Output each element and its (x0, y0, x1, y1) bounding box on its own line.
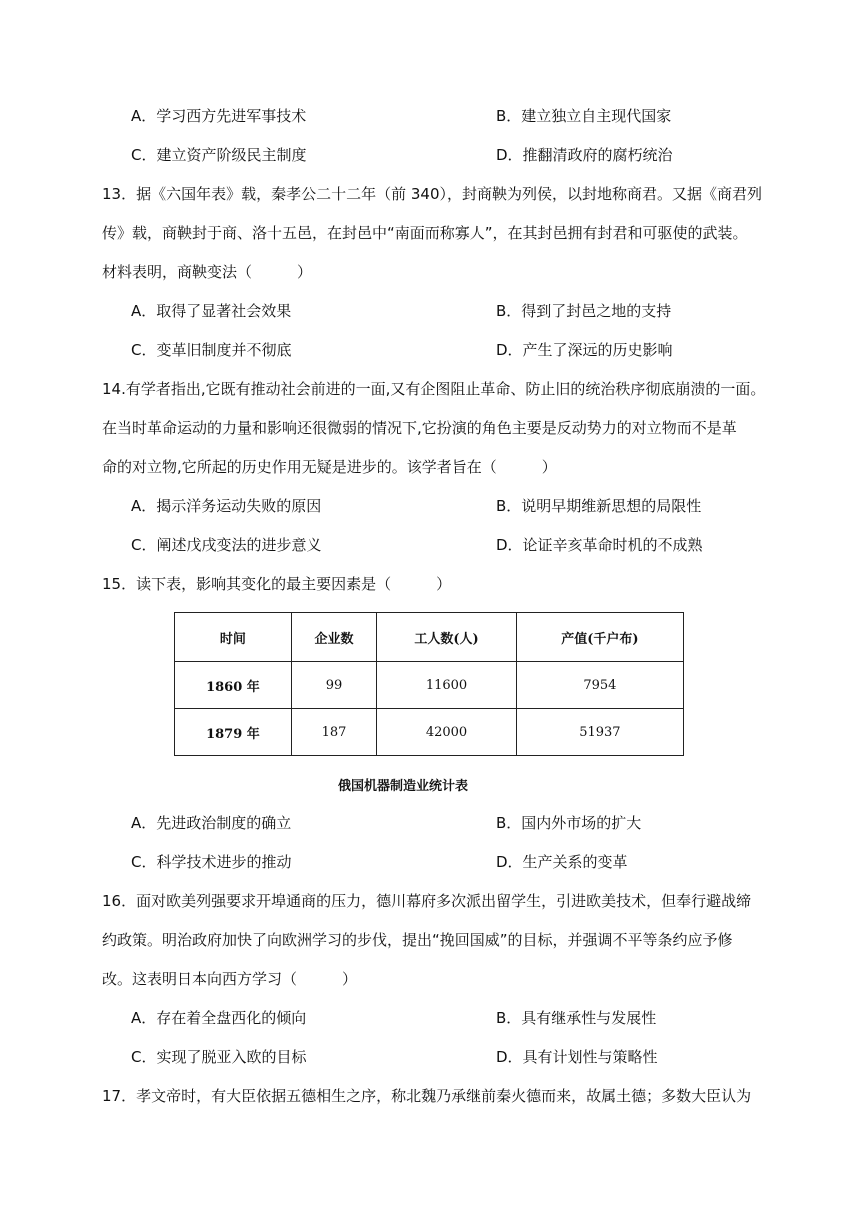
q12-option-c: C．建立资产阶级民主制度 (131, 146, 307, 164)
q16-option-c: C．实现了脱亚入欧的目标 (131, 1048, 307, 1066)
q15-option-a: A．先进政治制度的确立 (131, 814, 292, 832)
table-header-cell: 时间 (175, 613, 292, 662)
q14-stem-line-2: 在当时革命运动的力量和影响还很微弱的情况下,它扮演的角色主要是反动势力的对立物而不是革 (102, 419, 737, 437)
q14-stem-line-1: 14.有学者指出,它既有推动社会前进的一面,又有企图阻止革命、防止旧的统治秩序彻底崩溃的一面。 (102, 380, 766, 398)
q15-stem: 15．读下表，影响其变化的最主要因素是（ ） (102, 575, 452, 593)
q13-stem-line-3: 材料表明，商鞅变法（ ） (102, 263, 313, 281)
q16-option-a: A．存在着全盘西化的倾向 (131, 1009, 307, 1027)
table-cell: 99 (291, 662, 376, 709)
q14-option-b: B．说明早期维新思想的局限性 (496, 497, 702, 515)
q14-option-d: D．论证辛亥革命时机的不成熟 (496, 536, 703, 554)
table-header-row (175, 613, 684, 662)
q14-stem-line-3: 命的对立物,它所起的历史作用无疑是进步的。该学者旨在（ ） (102, 458, 557, 476)
table-cell: 1879 年 (175, 709, 292, 756)
table-cell: 7954 (516, 662, 683, 709)
table-cell: 51937 (516, 709, 683, 756)
q13-option-d: D．产生了深远的历史影响 (496, 341, 673, 359)
q13-option-b: B．得到了封邑之地的支持 (496, 302, 672, 320)
q16-stem-line-1: 16．面对欧美列强要求开埠通商的压力，德川幕府多次派出留学生，引进欧美技术，但奉行避战缔 (102, 892, 752, 910)
q16-option-d: D．具有计划性与策略性 (496, 1048, 658, 1066)
table-header-cell: 工人数(人) (377, 613, 516, 662)
table-row (175, 662, 684, 709)
q16-option-b: B．具有继承性与发展性 (496, 1009, 657, 1027)
q16-stem-line-3: 改。这表明日本向西方学习（ ） (102, 970, 358, 988)
machine-manufacturing-table (174, 612, 684, 756)
q13-option-c: C．变革旧制度并不彻底 (131, 341, 292, 359)
q13-stem-line-1: 13．据《六国年表》载，秦孝公二十二年（前 340），封商鞅为列侯，以封地称商君。又据《商君列 (102, 185, 762, 203)
q14-option-a: A．揭示洋务运动失败的原因 (131, 497, 322, 515)
q13-stem-line-2: 传》载，商鞅封于商、洛十五邑，在封邑中“南面而称寡人”，在其封邑拥有封君和可驱使的武装。 (102, 224, 748, 242)
table-cell: 187 (291, 709, 376, 756)
q15-option-d: D．生产关系的变革 (496, 853, 628, 871)
q16-stem-line-2: 约政策。明治政府加快了向欧洲学习的步伐，提出“挽回国威”的目标，并强调不平等条约应予修 (102, 931, 733, 949)
table-cell: 42000 (377, 709, 516, 756)
q17-stem-line-1: 17．孝文帝时，有大臣依据五德相生之序，称北魏乃承继前秦火德而来，故属土德；多数大臣认为 (102, 1087, 752, 1105)
table-header-cell: 产值(千户布) (516, 613, 683, 662)
q13-option-a: A．取得了显著社会效果 (131, 302, 292, 320)
table-row (175, 709, 684, 756)
table-caption: 俄国机器制造业统计表 (338, 779, 469, 794)
q15-option-c: C．科学技术进步的推动 (131, 853, 292, 871)
table-cell: 1860 年 (175, 662, 292, 709)
table-header-cell: 企业数 (291, 613, 376, 662)
q12-option-a: A．学习西方先进军事技术 (131, 107, 307, 125)
q14-option-c: C．阐述戊戌变法的进步意义 (131, 536, 322, 554)
q12-option-b: B．建立独立自主现代国家 (496, 107, 672, 125)
q12-option-d: D．推翻清政府的腐朽统治 (496, 146, 673, 164)
table-cell: 11600 (377, 662, 516, 709)
q15-option-b: B．国内外市场的扩大 (496, 814, 642, 832)
